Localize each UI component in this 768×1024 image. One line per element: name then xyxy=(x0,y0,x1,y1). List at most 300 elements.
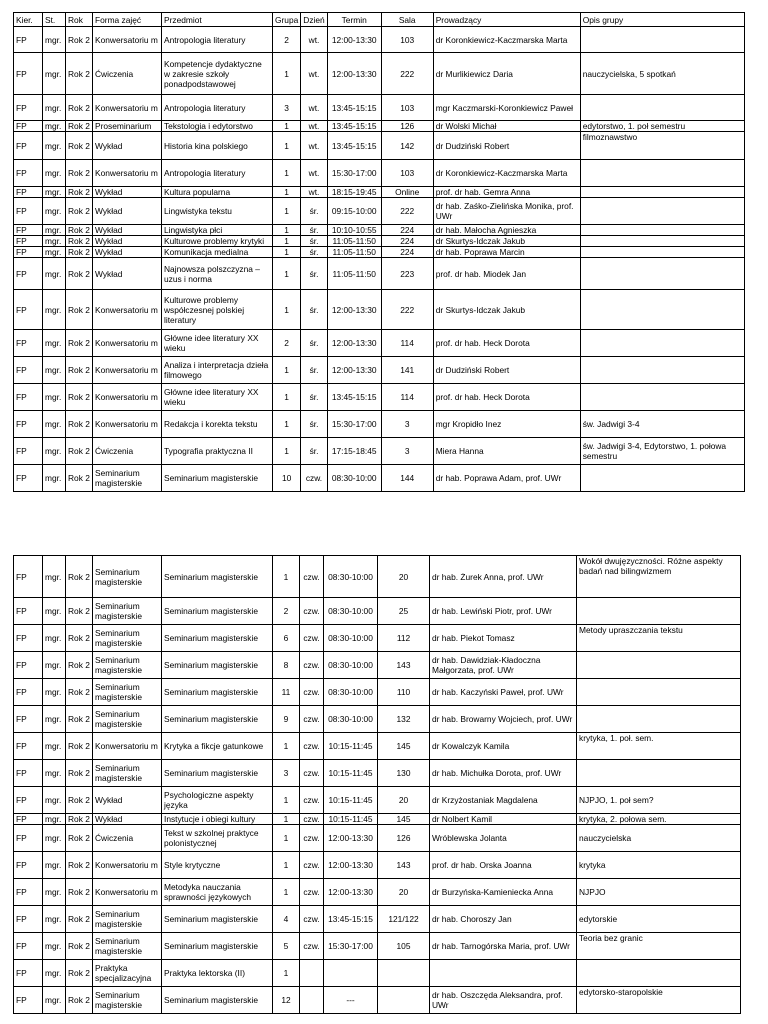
header-sala: Sala xyxy=(381,13,433,27)
cell-przedmiot: Kompetencje dydaktyczne w zakresie szkoły ponadpodstawowej xyxy=(162,53,273,95)
schedule-table-2 xyxy=(13,555,741,1014)
cell-forma: Ćwiczenia xyxy=(93,825,162,852)
cell-rok: Rok 2 xyxy=(66,198,93,225)
cell-prowadzacy: dr hab. Piekot Tomasz xyxy=(430,625,577,652)
cell-prowadzacy: dr hab. Michułka Dorota, prof. UWr xyxy=(430,760,577,787)
cell-grupa: 6 xyxy=(273,625,300,652)
header-row xyxy=(14,13,745,27)
cell-kier: FP xyxy=(14,906,43,933)
cell-st: mgr. xyxy=(43,598,66,625)
cell-grupa: 1 xyxy=(273,787,300,814)
cell-termin: 12:00-13:30 xyxy=(327,53,381,95)
cell-st: mgr. xyxy=(43,411,66,438)
cell-rok: Rok 2 xyxy=(66,706,93,733)
cell-forma: Seminarium magisterskie xyxy=(93,987,162,1014)
cell-termin: 09:15-10:00 xyxy=(327,198,381,225)
cell-kier: FP xyxy=(14,290,43,330)
cell-forma: Wykład xyxy=(93,814,162,825)
cell-dzien: czw. xyxy=(300,556,324,598)
table-row xyxy=(14,825,741,852)
cell-opis: nauczycielska, 5 spotkań xyxy=(580,53,744,95)
cell-sala: 3 xyxy=(381,411,433,438)
cell-kier: FP xyxy=(14,598,43,625)
cell-forma: Wykład xyxy=(93,236,162,247)
cell-prowadzacy: prof. dr hab. Orska Joanna xyxy=(430,852,577,879)
cell-prowadzacy: prof. dr hab. Heck Dorota xyxy=(433,384,580,411)
cell-dzien: śr. xyxy=(301,225,327,236)
cell-opis: filmoznawstwo xyxy=(580,132,744,160)
cell-sala: 121/122 xyxy=(378,906,430,933)
cell-termin: 12:00-13:30 xyxy=(324,825,378,852)
cell-rok: Rok 2 xyxy=(66,733,93,760)
cell-rok: Rok 2 xyxy=(66,814,93,825)
cell-rok: Rok 2 xyxy=(66,258,93,290)
cell-termin: 15:30-17:00 xyxy=(327,160,381,187)
cell-kier: FP xyxy=(14,187,43,198)
cell-prowadzacy: dr Burzyńska-Kamieniecka Anna xyxy=(430,879,577,906)
cell-sala: 20 xyxy=(378,879,430,906)
cell-dzien: wt. xyxy=(301,187,327,198)
cell-sala: 144 xyxy=(381,465,433,492)
cell-termin: 08:30-10:00 xyxy=(324,652,378,679)
cell-grupa: 2 xyxy=(273,27,301,53)
cell-sala: Online xyxy=(381,187,433,198)
cell-dzien: wt. xyxy=(301,132,327,160)
cell-prowadzacy: dr Kowalczyk Kamila xyxy=(430,733,577,760)
cell-dzien: śr. xyxy=(301,247,327,258)
cell-st: mgr. xyxy=(43,357,66,384)
cell-termin: 08:30-10:00 xyxy=(324,679,378,706)
cell-kier: FP xyxy=(14,825,43,852)
cell-prowadzacy: dr Dudziński Robert xyxy=(433,132,580,160)
cell-prowadzacy: mgr Kropidło Inez xyxy=(433,411,580,438)
cell-kier: FP xyxy=(14,27,43,53)
cell-przedmiot: Seminarium magisterskie xyxy=(162,760,273,787)
cell-prowadzacy: dr hab. Poprawa Adam, prof. UWr xyxy=(433,465,580,492)
cell-opis: NJPJO xyxy=(577,879,741,906)
cell-dzien: czw. xyxy=(300,825,324,852)
cell-opis xyxy=(580,27,744,53)
table-row xyxy=(14,760,741,787)
cell-st: mgr. xyxy=(43,198,66,225)
cell-st: mgr. xyxy=(43,121,66,132)
cell-dzien: czw. xyxy=(300,852,324,879)
cell-kier: FP xyxy=(14,160,43,187)
table-row xyxy=(14,733,741,760)
cell-termin: 10:15-11:45 xyxy=(324,760,378,787)
header-przedmiot: Przedmiot xyxy=(162,13,273,27)
table-row xyxy=(14,247,745,258)
cell-st: mgr. xyxy=(43,290,66,330)
cell-grupa: 1 xyxy=(273,132,301,160)
cell-prowadzacy: dr Koronkiewicz-Kaczmarska Marta xyxy=(433,27,580,53)
cell-opis: św. Jadwigi 3-4 xyxy=(580,411,744,438)
cell-rok: Rok 2 xyxy=(66,852,93,879)
cell-przedmiot: Seminarium magisterskie xyxy=(162,906,273,933)
cell-kier: FP xyxy=(14,384,43,411)
cell-opis xyxy=(580,187,744,198)
cell-sala: 222 xyxy=(381,290,433,330)
cell-opis: edytorskie xyxy=(577,906,741,933)
table-row xyxy=(14,960,741,987)
cell-st: mgr. xyxy=(43,225,66,236)
cell-kier: FP xyxy=(14,132,43,160)
table-row xyxy=(14,258,745,290)
table-body xyxy=(14,27,745,492)
cell-forma: Ćwiczenia xyxy=(93,53,162,95)
cell-dzien: czw. xyxy=(300,652,324,679)
cell-rok: Rok 2 xyxy=(66,132,93,160)
cell-rok: Rok 2 xyxy=(66,95,93,121)
cell-rok: Rok 2 xyxy=(66,411,93,438)
cell-grupa: 1 xyxy=(273,814,300,825)
cell-przedmiot: Psychologiczne aspekty języka xyxy=(162,787,273,814)
cell-przedmiot: Seminarium magisterskie xyxy=(162,465,273,492)
cell-st: mgr. xyxy=(43,132,66,160)
cell-rok: Rok 2 xyxy=(66,236,93,247)
cell-prowadzacy: dr hab. Dawidziak-Kładoczna Małgorzata, prof. UWr xyxy=(430,652,577,679)
cell-forma: Praktyka specjalizacyjna xyxy=(93,960,162,987)
cell-forma: Wykład xyxy=(93,247,162,258)
cell-sala: 223 xyxy=(381,258,433,290)
cell-przedmiot: Antropologia literatury xyxy=(162,27,273,53)
cell-sala: 143 xyxy=(378,852,430,879)
cell-przedmiot: Główne idee literatury XX wieku xyxy=(162,330,273,357)
cell-przedmiot: Style krytyczne xyxy=(162,852,273,879)
cell-dzien: czw. xyxy=(300,787,324,814)
cell-kier: FP xyxy=(14,225,43,236)
cell-rok: Rok 2 xyxy=(66,160,93,187)
cell-opis xyxy=(580,330,744,357)
cell-kier: FP xyxy=(14,411,43,438)
header-grupa: Grupa xyxy=(273,13,301,27)
cell-dzien: czw. xyxy=(301,465,327,492)
cell-dzien xyxy=(300,960,324,987)
table-row xyxy=(14,187,745,198)
cell-grupa: 1 xyxy=(273,556,300,598)
cell-termin: 18:15-19:45 xyxy=(327,187,381,198)
header-rok: Rok xyxy=(66,13,93,27)
cell-st: mgr. xyxy=(43,987,66,1014)
cell-grupa: 1 xyxy=(273,160,301,187)
cell-forma: Seminarium magisterskie xyxy=(93,465,162,492)
cell-kier: FP xyxy=(14,53,43,95)
cell-st: mgr. xyxy=(43,438,66,465)
cell-dzien: wt. xyxy=(301,27,327,53)
cell-grupa: 1 xyxy=(273,225,301,236)
cell-rok: Rok 2 xyxy=(66,879,93,906)
cell-przedmiot: Seminarium magisterskie xyxy=(162,987,273,1014)
cell-kier: FP xyxy=(14,556,43,598)
cell-grupa: 3 xyxy=(273,95,301,121)
cell-termin: 12:00-13:30 xyxy=(324,852,378,879)
cell-sala: 105 xyxy=(378,933,430,960)
cell-st: mgr. xyxy=(43,825,66,852)
cell-sala: 25 xyxy=(378,598,430,625)
cell-grupa: 1 xyxy=(273,960,300,987)
cell-przedmiot: Seminarium magisterskie xyxy=(162,933,273,960)
cell-termin: 12:00-13:30 xyxy=(327,27,381,53)
cell-grupa: 12 xyxy=(273,987,300,1014)
cell-przedmiot: Seminarium magisterskie xyxy=(162,556,273,598)
cell-sala: 112 xyxy=(378,625,430,652)
cell-rok: Rok 2 xyxy=(66,53,93,95)
table-row xyxy=(14,814,741,825)
cell-sala: 126 xyxy=(378,825,430,852)
cell-kier: FP xyxy=(14,357,43,384)
cell-sala: 126 xyxy=(381,121,433,132)
cell-sala: 20 xyxy=(378,556,430,598)
cell-opis xyxy=(577,652,741,679)
cell-rok: Rok 2 xyxy=(66,247,93,258)
cell-prowadzacy: dr hab. Tarnogórska Maria, prof. UWr xyxy=(430,933,577,960)
cell-opis xyxy=(580,247,744,258)
cell-termin: 11:05-11:50 xyxy=(327,258,381,290)
cell-przedmiot: Komunikacja medialna xyxy=(162,247,273,258)
header-st: St. xyxy=(43,13,66,27)
cell-forma: Seminarium magisterskie xyxy=(93,906,162,933)
cell-przedmiot: Seminarium magisterskie xyxy=(162,679,273,706)
cell-sala: 132 xyxy=(378,706,430,733)
cell-opis: Teoria bez granic xyxy=(577,933,741,960)
cell-forma: Wykład xyxy=(93,187,162,198)
cell-sala: 114 xyxy=(381,384,433,411)
cell-prowadzacy: dr Wolski Michał xyxy=(433,121,580,132)
cell-dzien: śr. xyxy=(301,384,327,411)
table-row xyxy=(14,787,741,814)
cell-dzien: śr. xyxy=(301,438,327,465)
cell-sala: 224 xyxy=(381,236,433,247)
cell-grupa: 10 xyxy=(273,465,301,492)
cell-forma: Konwersatoriu m xyxy=(93,879,162,906)
cell-grupa: 1 xyxy=(273,247,301,258)
cell-kier: FP xyxy=(14,787,43,814)
header-termin: Termin xyxy=(327,13,381,27)
cell-prowadzacy: dr Krzyżostaniak Magdalena xyxy=(430,787,577,814)
header-forma: Forma zajęć xyxy=(93,13,162,27)
cell-sala xyxy=(378,960,430,987)
table-row xyxy=(14,330,745,357)
cell-dzien: czw. xyxy=(300,679,324,706)
table-row xyxy=(14,236,745,247)
cell-rok: Rok 2 xyxy=(66,652,93,679)
cell-przedmiot: Kulturowe problemy współczesnej polskiej literatury xyxy=(162,290,273,330)
cell-rok: Rok 2 xyxy=(66,290,93,330)
cell-prowadzacy: prof. dr hab. Gemra Anna xyxy=(433,187,580,198)
cell-grupa: 11 xyxy=(273,679,300,706)
cell-grupa: 4 xyxy=(273,906,300,933)
cell-rok: Rok 2 xyxy=(66,598,93,625)
cell-przedmiot: Instytucje i obiegi kultury xyxy=(162,814,273,825)
cell-opis xyxy=(577,679,741,706)
cell-przedmiot: Historia kina polskiego xyxy=(162,132,273,160)
cell-prowadzacy: mgr Kaczmarski-Koronkiewicz Paweł xyxy=(433,95,580,121)
cell-st: mgr. xyxy=(43,652,66,679)
cell-rok: Rok 2 xyxy=(66,787,93,814)
cell-forma: Konwersatoriu m xyxy=(93,384,162,411)
cell-forma: Konwersatoriu m xyxy=(93,290,162,330)
cell-kier: FP xyxy=(14,198,43,225)
table-row xyxy=(14,132,745,160)
cell-opis xyxy=(577,598,741,625)
table-row xyxy=(14,160,745,187)
cell-przedmiot: Seminarium magisterskie xyxy=(162,598,273,625)
cell-prowadzacy: dr hab. Kaczyński Paweł, prof. UWr xyxy=(430,679,577,706)
cell-kier: FP xyxy=(14,625,43,652)
cell-st: mgr. xyxy=(43,247,66,258)
table-body xyxy=(14,556,741,1014)
cell-rok: Rok 2 xyxy=(66,625,93,652)
cell-dzien: wt. xyxy=(301,53,327,95)
cell-prowadzacy: dr hab. Lewiński Piotr, prof. UWr xyxy=(430,598,577,625)
table-row xyxy=(14,706,741,733)
cell-st: mgr. xyxy=(43,27,66,53)
cell-st: mgr. xyxy=(43,933,66,960)
table-row xyxy=(14,225,745,236)
cell-forma: Konwersatoriu m xyxy=(93,160,162,187)
cell-grupa: 3 xyxy=(273,760,300,787)
cell-przedmiot: Lingwistyka płci xyxy=(162,225,273,236)
cell-dzien: wt. xyxy=(301,95,327,121)
cell-prowadzacy: dr hab. Choroszy Jan xyxy=(430,906,577,933)
cell-rok: Rok 2 xyxy=(66,760,93,787)
cell-przedmiot: Krytyka a fikcje gatunkowe xyxy=(162,733,273,760)
cell-opis xyxy=(577,706,741,733)
cell-dzien: wt. xyxy=(301,160,327,187)
cell-sala: 3 xyxy=(381,438,433,465)
cell-grupa: 1 xyxy=(273,236,301,247)
cell-prowadzacy: dr hab. Poprawa Marcin xyxy=(433,247,580,258)
header-prowadzacy: Prowadzący xyxy=(433,13,580,27)
cell-st: mgr. xyxy=(43,852,66,879)
cell-grupa: 1 xyxy=(273,879,300,906)
cell-prowadzacy: prof. dr hab. Heck Dorota xyxy=(433,330,580,357)
table-row xyxy=(14,438,745,465)
cell-rok: Rok 2 xyxy=(66,987,93,1014)
cell-st: mgr. xyxy=(43,556,66,598)
cell-termin: 13:45-15:15 xyxy=(327,132,381,160)
cell-sala: 222 xyxy=(381,198,433,225)
cell-rok: Rok 2 xyxy=(66,906,93,933)
cell-grupa: 2 xyxy=(273,330,301,357)
cell-prowadzacy: dr hab. Małocha Agnieszka xyxy=(433,225,580,236)
cell-grupa: 1 xyxy=(273,438,301,465)
cell-dzien: śr. xyxy=(301,290,327,330)
cell-grupa: 1 xyxy=(273,53,301,95)
cell-termin: 12:00-13:30 xyxy=(327,330,381,357)
cell-dzien xyxy=(300,987,324,1014)
cell-kier: FP xyxy=(14,933,43,960)
cell-opis xyxy=(580,258,744,290)
cell-forma: Seminarium magisterskie xyxy=(93,598,162,625)
cell-dzien: czw. xyxy=(300,625,324,652)
cell-termin: 08:30-10:00 xyxy=(324,625,378,652)
cell-opis xyxy=(580,225,744,236)
cell-termin: 10:15-11:45 xyxy=(324,787,378,814)
cell-forma: Wykład xyxy=(93,258,162,290)
cell-prowadzacy: dr Murlikiewicz Daria xyxy=(433,53,580,95)
cell-opis: krytyka, 1. poł. sem. xyxy=(577,733,741,760)
cell-prowadzacy: Miera Hanna xyxy=(433,438,580,465)
cell-termin: 17:15-18:45 xyxy=(327,438,381,465)
cell-sala: 224 xyxy=(381,225,433,236)
cell-rok: Rok 2 xyxy=(66,960,93,987)
schedule-table-1 xyxy=(13,12,745,492)
cell-rok: Rok 2 xyxy=(66,225,93,236)
cell-kier: FP xyxy=(14,330,43,357)
cell-forma: Seminarium magisterskie xyxy=(93,625,162,652)
table-row xyxy=(14,357,745,384)
table-row xyxy=(14,933,741,960)
cell-st: mgr. xyxy=(43,706,66,733)
table-row xyxy=(14,27,745,53)
cell-forma: Konwersatoriu m xyxy=(93,733,162,760)
cell-przedmiot: Seminarium magisterskie xyxy=(162,625,273,652)
cell-przedmiot: Typografia praktyczna II xyxy=(162,438,273,465)
cell-sala: 114 xyxy=(381,330,433,357)
cell-grupa: 9 xyxy=(273,706,300,733)
cell-przedmiot: Główne idee literatury XX wieku xyxy=(162,384,273,411)
cell-opis: NJPJO, 1. poł sem? xyxy=(577,787,741,814)
cell-kier: FP xyxy=(14,706,43,733)
cell-kier: FP xyxy=(14,95,43,121)
cell-opis xyxy=(577,960,741,987)
cell-dzien: śr. xyxy=(301,198,327,225)
cell-dzien: czw. xyxy=(300,933,324,960)
cell-forma: Wykład xyxy=(93,225,162,236)
cell-rok: Rok 2 xyxy=(66,438,93,465)
cell-termin: 10:15-11:45 xyxy=(324,814,378,825)
table-row xyxy=(14,625,741,652)
cell-opis: krytyka, 2. połowa sem. xyxy=(577,814,741,825)
cell-st: mgr. xyxy=(43,53,66,95)
cell-prowadzacy: dr Skurtys-Idczak Jakub xyxy=(433,290,580,330)
cell-forma: Wykład xyxy=(93,132,162,160)
cell-sala xyxy=(378,987,430,1014)
cell-dzien: czw. xyxy=(300,814,324,825)
cell-dzien: czw. xyxy=(300,879,324,906)
cell-sala: 103 xyxy=(381,160,433,187)
cell-termin: 08:30-10:00 xyxy=(324,556,378,598)
cell-opis xyxy=(580,290,744,330)
cell-opis: edytorstwo, 1. poł semestru xyxy=(580,121,744,132)
cell-kier: FP xyxy=(14,760,43,787)
cell-termin: 13:45-15:15 xyxy=(327,384,381,411)
cell-przedmiot: Praktyka lektorska (II) xyxy=(162,960,273,987)
cell-termin: 08:30-10:00 xyxy=(324,598,378,625)
cell-termin: 13:45-15:15 xyxy=(327,121,381,132)
table-row xyxy=(14,53,745,95)
cell-sala: 145 xyxy=(378,814,430,825)
cell-forma: Wykład xyxy=(93,198,162,225)
cell-opis: św. Jadwigi 3-4, Edytorstwo, 1. połowa semestru xyxy=(580,438,744,465)
cell-prowadzacy: dr Skurtys-Idczak Jakub xyxy=(433,236,580,247)
cell-kier: FP xyxy=(14,247,43,258)
cell-forma: Konwersatoriu m xyxy=(93,852,162,879)
cell-grupa: 1 xyxy=(273,357,301,384)
cell-opis: Metody upraszczania tekstu xyxy=(577,625,741,652)
cell-termin: 13:45-15:15 xyxy=(327,95,381,121)
cell-przedmiot: Antropologia literatury xyxy=(162,95,273,121)
cell-forma: Konwersatoriu m xyxy=(93,411,162,438)
cell-st: mgr. xyxy=(43,787,66,814)
cell-termin: 13:45-15:15 xyxy=(324,906,378,933)
cell-forma: Seminarium magisterskie xyxy=(93,933,162,960)
table-row xyxy=(14,598,741,625)
cell-prowadzacy xyxy=(430,960,577,987)
cell-kier: FP xyxy=(14,121,43,132)
cell-sala: 141 xyxy=(381,357,433,384)
